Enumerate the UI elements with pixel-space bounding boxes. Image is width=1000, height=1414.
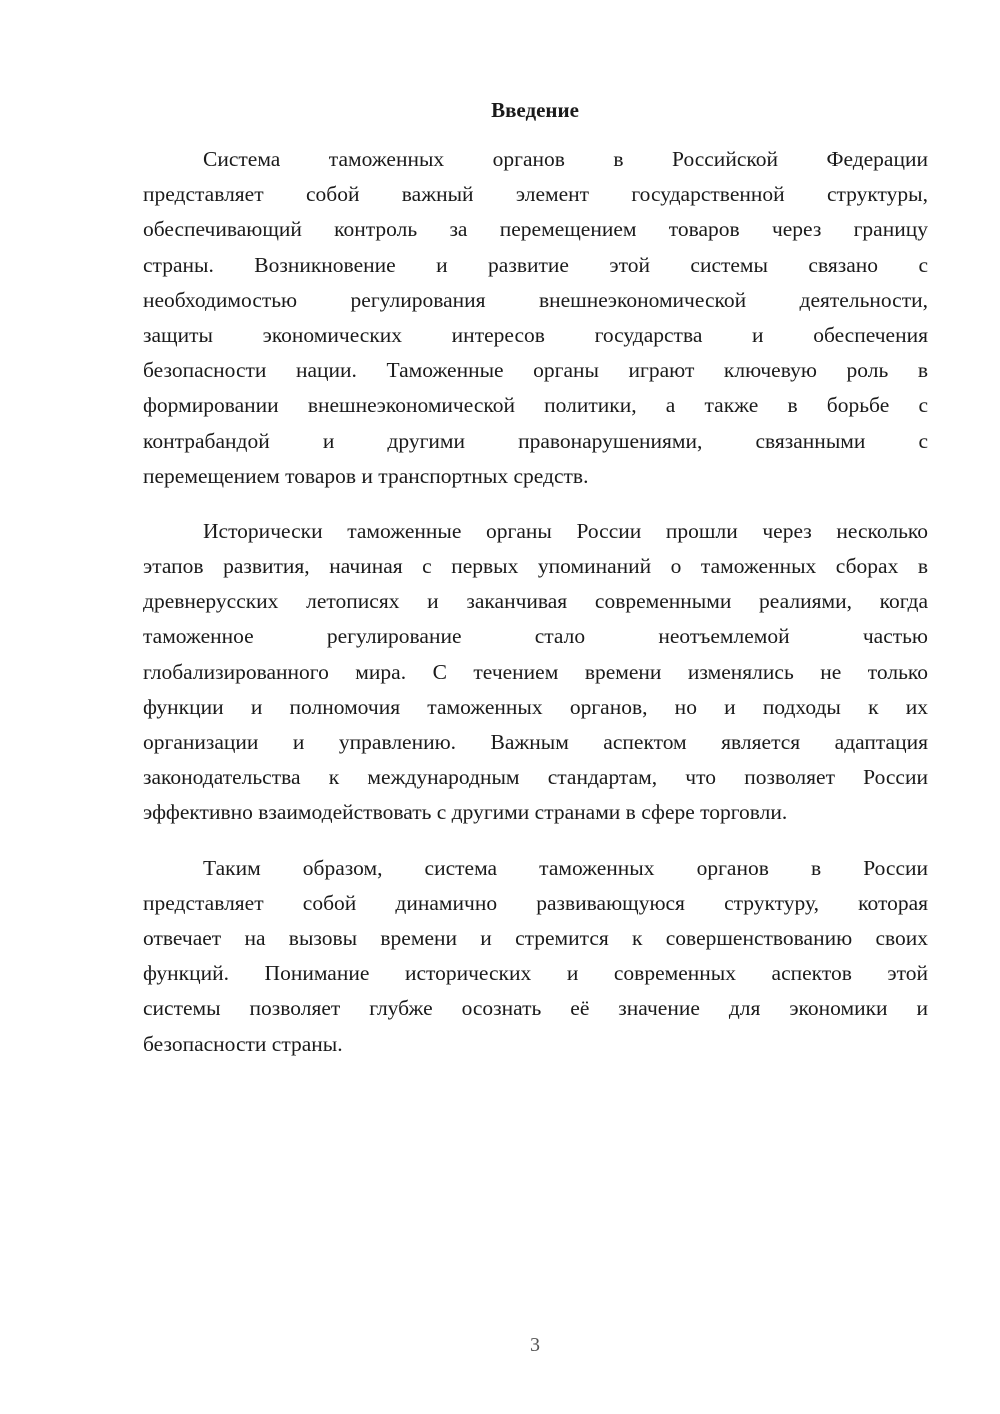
paragraph-2 — [143, 514, 928, 831]
text-line: Исторически таможенные органы России прошли через несколько — [203, 518, 928, 543]
text-line: отвечает на вызовы времени и стремится к совершенствованию своих — [143, 925, 928, 950]
text-line: Система таможенных органов в Российской Федерации — [203, 147, 928, 171]
text-line: контрабандой и другими правонарушениями, связанными с — [143, 428, 928, 453]
text-line: необходимостью регулирования внешнеэкономической деятельности, — [143, 287, 928, 312]
text-line: страны. Возникновение и развитие этой системы связано с — [143, 252, 928, 277]
text-line: представляет собой динамично развивающуюся структуру, которая — [143, 890, 928, 915]
text-line: этапов развития, начиная с первых упоминаний о таможенных сборах в — [143, 554, 928, 579]
text-line: системы позволяет глубже осознать её значение для экономики и — [143, 996, 928, 1021]
text-line: обеспечивающий контроль за перемещением товаров через границу — [143, 217, 928, 242]
text-line: Таким образом, система таможенных органов в России — [203, 855, 928, 880]
text-line: функций. Понимание исторических и современных аспектов этой — [143, 961, 928, 986]
text-line: представляет собой важный элемент государственной структуры, — [143, 182, 928, 207]
page-number: 3 — [530, 1334, 540, 1356]
text-line: формировании внешнеэкономической политики, а также в борьбе с — [143, 393, 928, 418]
text-line: таможенное регулирование стало неотъемлемой частью — [143, 624, 928, 649]
text-line: древнерусских летописях и заканчивая современными реалиями, когда — [143, 589, 928, 614]
text-line: безопасности нации. Таможенные органы играют ключевую роль в — [143, 358, 928, 383]
text-line: безопасности страны. — [143, 1031, 343, 1056]
text-line: перемещением товаров и транспортных средств. — [143, 463, 589, 488]
document-body — [143, 142, 928, 1082]
page-title: Введение — [491, 98, 579, 122]
text-line: глобализированного мира. С течением времени изменялись не только — [143, 659, 928, 684]
paragraph-3 — [143, 851, 928, 1062]
text-line: защиты экономических интересов государства и обеспечения — [143, 322, 928, 347]
text-line: функции и полномочия таможенных органов, но и подходы к их — [143, 694, 928, 719]
text-line: эффективно взаимодействовать с другими странами в сфере торговли. — [143, 800, 788, 825]
text-line: законодательства к международным стандартам, что позволяет России — [143, 765, 928, 790]
paragraph-1 — [143, 142, 928, 494]
text-line: организации и управлению. Важным аспектом является адаптация — [143, 730, 928, 754]
